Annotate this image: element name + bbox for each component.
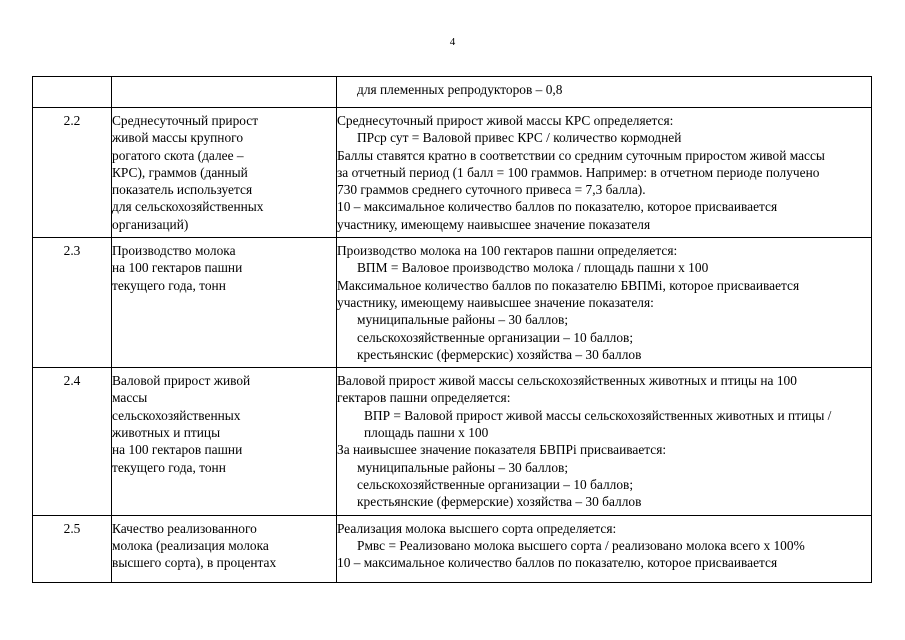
method-line: участнику, имеющему наивысшее значение показателя: xyxy=(337,294,654,310)
indicator-line: текущего года, тонн xyxy=(112,459,226,475)
indicator-line: рогатого скота (далее – xyxy=(112,147,244,163)
method-line: Максимальное количество баллов по показателю БВПМi, которое присваивается xyxy=(337,277,800,293)
method-line: За наивысшее значение показателя БВПРi присваивается: xyxy=(337,442,667,458)
method-line: 10 – максимальное количество баллов по показателю, которое присваивается xyxy=(337,555,778,571)
method-line: Валовой прирост живой массы сельскохозяйственных животных и птицы на 100 xyxy=(337,373,797,389)
indicator-line: на 100 гектаров пашни xyxy=(112,442,243,458)
continuation-text: для племенных репродукторов – 0,8 xyxy=(357,82,563,97)
page-bottom-margin xyxy=(0,586,905,640)
indicator-cell xyxy=(112,108,337,238)
indicator-cell xyxy=(112,238,337,368)
criteria-table xyxy=(32,76,872,583)
indicator-line: КРС), граммов (данный xyxy=(112,164,248,180)
indicator-line: на 100 гектаров пашни xyxy=(112,260,243,276)
row-number: 2.2 xyxy=(33,108,112,238)
formula-line: ПРср сут = Валовой привес КРС / количество кормодней xyxy=(357,130,682,146)
cell-num-empty xyxy=(33,77,112,108)
points-line: крестьянскис (фермерскис) хозяйства – 30 баллов xyxy=(357,346,642,362)
points-line: муниципальные районы – 30 баллов; xyxy=(357,312,569,328)
points-line: сельскохозяйственные организации – 10 баллов; xyxy=(357,476,634,492)
row-number: 2.4 xyxy=(33,368,112,515)
cell-method-continuation xyxy=(337,77,872,108)
formula-line: площадь пашни х 100 xyxy=(364,425,489,441)
table-row-2-3 xyxy=(33,238,872,368)
indicator-line: массы xyxy=(112,390,148,406)
method-line: участнику, имеющему наивысшее значение показателя xyxy=(337,216,651,232)
method-line: Реализация молока высшего сорта определяется: xyxy=(337,520,617,536)
method-line: Баллы ставятся кратно в соответствии со средним суточным приростом живой массы xyxy=(337,147,825,163)
indicator-line: Качество реализованного xyxy=(112,520,257,536)
row-number: 2.5 xyxy=(33,515,112,582)
formula-line: Рмвс = Реализовано молока высшего сорта / реализовано молока всего х 100% xyxy=(357,537,805,553)
row-number: 2.3 xyxy=(33,238,112,368)
table-row-2-5 xyxy=(33,515,872,582)
method-line: гектаров пашни определяется: xyxy=(337,390,511,406)
method-cell xyxy=(337,238,872,368)
table-row-continuation xyxy=(33,77,872,108)
points-line: муниципальные районы – 30 баллов; xyxy=(357,459,569,475)
method-line: Среднесуточный прирост живой массы КРС определяется: xyxy=(337,113,674,128)
page-number: 4 xyxy=(449,36,456,48)
formula-line: ВПМ = Валовое производство молока / площадь пашни х 100 xyxy=(357,260,709,276)
indicator-line: для сельскохозяйственных xyxy=(112,199,264,215)
indicator-cell xyxy=(112,368,337,515)
table-row-2-4 xyxy=(33,368,872,515)
indicator-line: животных и птицы xyxy=(112,425,221,441)
points-line: крестьянские (фермерские) хозяйства – 30 баллов xyxy=(357,494,642,510)
method-cell xyxy=(337,515,872,582)
indicator-line: показатель используется xyxy=(112,182,253,198)
indicator-cell xyxy=(112,515,337,582)
indicator-line: живой массы крупного xyxy=(112,130,244,146)
indicator-line: текущего года, тонн xyxy=(112,277,226,293)
indicator-line: Производство молока xyxy=(112,243,236,259)
method-line: 730 граммов среднего суточного привеса = 7,3 балла). xyxy=(337,182,646,198)
formula-line: ВПР = Валовой прирост живой массы сельскохозяйственных животных и птицы / xyxy=(364,407,832,423)
indicator-line: сельскохозяйственных xyxy=(112,407,241,423)
method-cell xyxy=(337,108,872,238)
points-line: сельскохозяйственные организации – 10 баллов; xyxy=(357,329,634,345)
indicator-line: высшего сорта), в процентах xyxy=(112,555,277,571)
method-line: Производство молока на 100 гектаров пашни определяется: xyxy=(337,243,678,259)
table-row-2-2 xyxy=(33,108,872,238)
indicator-line: организаций) xyxy=(112,216,189,232)
cell-indicator-empty xyxy=(112,77,337,108)
indicator-line: молока (реализация молока xyxy=(112,537,269,553)
method-line: за отчетный период (1 балл = 100 граммов. Например: в отчетном периоде получено xyxy=(337,164,820,180)
method-line: 10 – максимальное количество баллов по показателю, которое присваивается xyxy=(337,199,778,215)
indicator-line: Среднесуточный прирост xyxy=(112,113,259,128)
method-cell xyxy=(337,368,872,515)
indicator-line: Валовой прирост живой xyxy=(112,373,251,389)
